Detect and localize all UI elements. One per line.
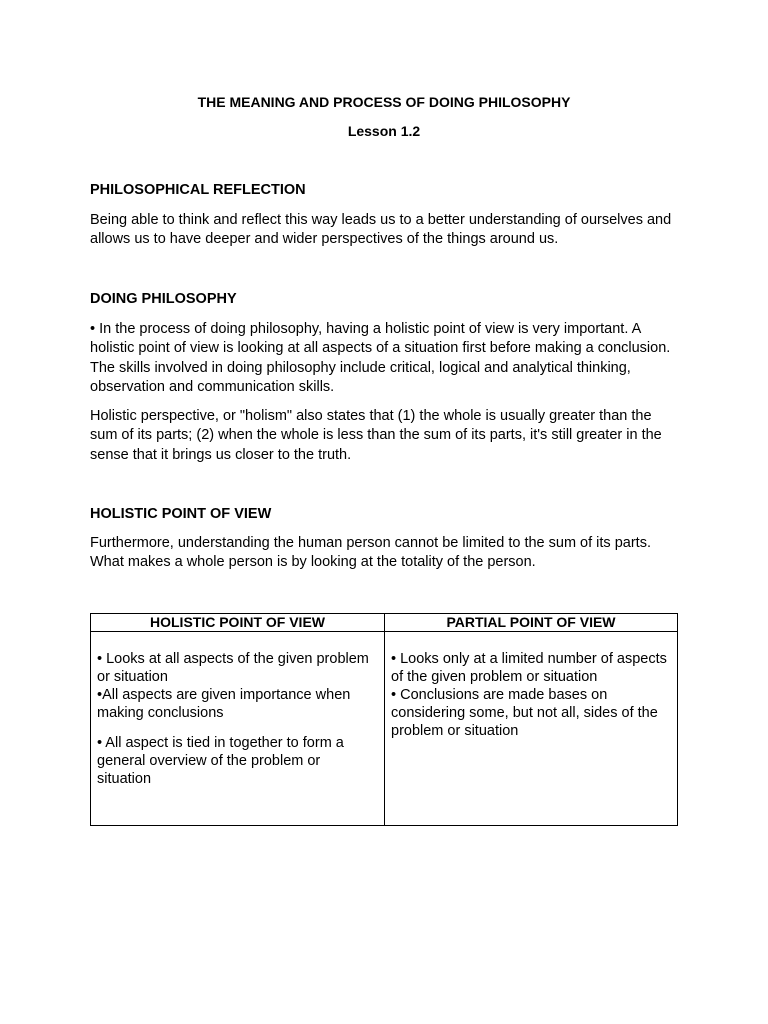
holistic-point-2: •All aspects are given importance when making conclusions <box>97 687 351 721</box>
paragraph-doing-philosophy: • In the process of doing philosophy, having a holistic point of view is very important. A holistic point of view is looking at all aspects of a situation first before making a conclusion. The skills involved in doing philosophy include critical, logical and analytical thinking, observation and communication skills. <box>90 321 671 395</box>
section-heading-doing-philosophy: DOING PHILOSOPHY <box>90 291 237 307</box>
table-header-divider <box>91 631 677 632</box>
partial-point-1: • Looks only at a limited number of aspects of the given problem or situation <box>391 651 667 685</box>
table-header-holistic: HOLISTIC POINT OF VIEW <box>150 614 325 630</box>
section-heading-philosophical-reflection: PHILOSOPHICAL REFLECTION <box>90 182 306 198</box>
holistic-point-1: • Looks at all aspects of the given problem or situation <box>97 651 369 685</box>
document-title: THE MEANING AND PROCESS OF DOING PHILOSOPHY <box>197 94 571 110</box>
lesson-label: Lesson 1.2 <box>347 123 421 139</box>
partial-point-2: • Conclusions are made bases on considering some, but not all, sides of the problem or situation <box>391 687 658 739</box>
table-column-divider <box>384 614 385 825</box>
table-header-partial: PARTIAL POINT OF VIEW <box>446 614 616 630</box>
paragraph-holistic-point-of-view: Furthermore, understanding the human person cannot be limited to the sum of its parts. What makes a whole person is by looking at the totality of the person. <box>90 535 651 571</box>
section-heading-holistic-point-of-view: HOLISTIC POINT OF VIEW <box>90 506 272 522</box>
table-cell-holistic <box>97 650 377 788</box>
table-cell-partial <box>391 650 675 740</box>
comparison-table <box>90 613 678 826</box>
paragraph-holism: Holistic perspective, or "holism" also states that (1) the whole is usually greater than the sum of its parts; (2) when the whole is less than the sum of its parts, it's still greater in the sense that it brings us closer to the truth. <box>90 408 662 463</box>
paragraph-philosophical-reflection: Being able to think and reflect this way leads us to a better understanding of ourselves and allows us to have deeper and wider perspectives of the things around us. <box>90 212 672 248</box>
holistic-point-3: • All aspect is tied in together to form a general overview of the problem or situation <box>97 735 344 787</box>
